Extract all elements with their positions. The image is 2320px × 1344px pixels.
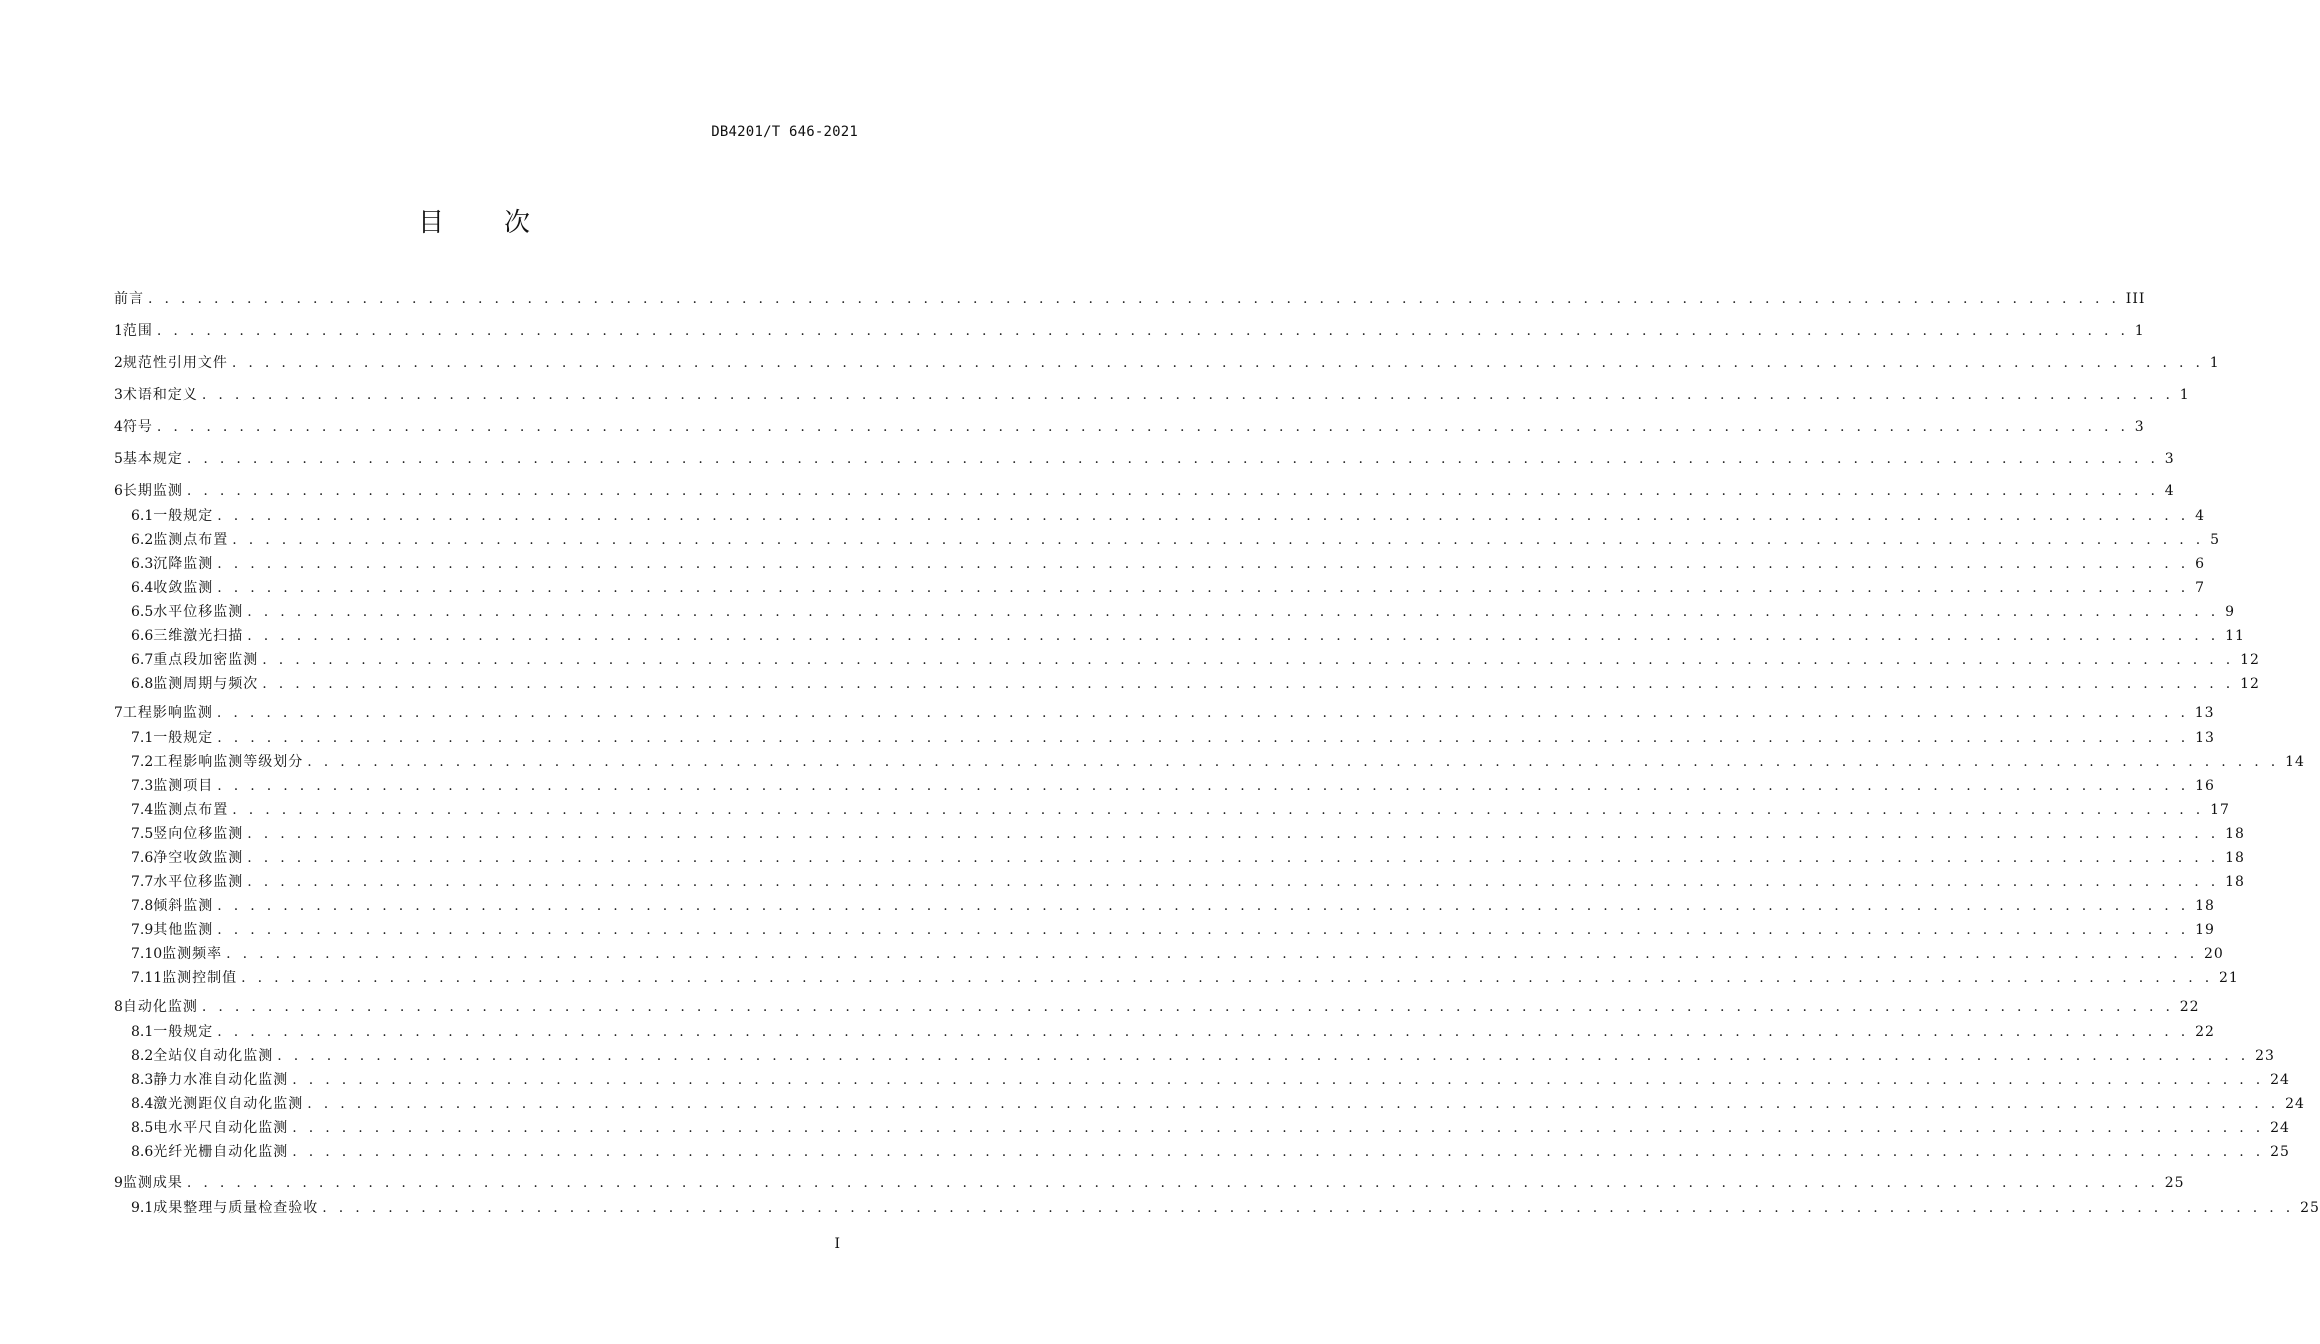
toc-entry[interactable] — [114, 505, 2205, 527]
toc-entry[interactable] — [114, 553, 2205, 575]
toc-entry-number: 6.2 — [131, 532, 154, 548]
toc-dot-leader: . . . . . . . . . . . . . . . . . . . . . . . . . . . . . . . . . . . . . . . . . . . . . . . . . . . . . . . . . . . . . . . . . . . . . . . . . . . . . . . . . . . . . . . . . . . . . . . . . . . . . . . . . . . . . . . . . . . . . . . . — [262, 652, 2235, 668]
toc-entry-page: III — [2125, 291, 2146, 307]
toc-dot-leader: . . . . . . . . . . . . . . . . . . . . . . . . . . . . . . . . . . . . . . . . . . . . . . . . . . . . . . . . . . . . . . . . . . . . . . . . . . . . . . . . . . . . . . . . . . . . . . . . . . . . . . . . . . . . . . . . . . . . . . . . — [217, 778, 2190, 794]
title-char-right: 次 — [504, 208, 533, 238]
toc-dot-leader: . . . . . . . . . . . . . . . . . . . . . . . . . . . . . . . . . . . . . . . . . . . . . . . . . . . . . . . . . . . . . . . . . . . . . . . . . . . . . . . . . . . . . . . . . . . . . . . . . . . . . . . . . . . . . . . . . . . . . . . . — [232, 532, 2205, 548]
toc-entry-number: 8.6 — [131, 1144, 154, 1160]
toc-entry-page: 13 — [2195, 730, 2215, 746]
toc-entry[interactable] — [114, 1172, 2185, 1194]
toc-entry-number: 8.4 — [131, 1096, 154, 1112]
toc-entry-page: 6 — [2195, 556, 2205, 572]
toc-entry-title: 其他监测 — [153, 922, 214, 938]
toc-entry-title: 倾斜监测 — [153, 898, 214, 914]
toc-entry-number: 7.5 — [131, 826, 154, 842]
toc-entry-page: 25 — [2270, 1144, 2290, 1160]
toc-entry-number: 6.4 — [131, 580, 154, 596]
toc-dot-leader: . . . . . . . . . . . . . . . . . . . . . . . . . . . . . . . . . . . . . . . . . . . . . . . . . . . . . . . . . . . . . . . . . . . . . . . . . . . . . . . . . . . . . . . . . . . . . . . . . . . . . . . . . . . . . . . . . . . . . . . . — [307, 1096, 2280, 1112]
toc-entry-number: 6.7 — [131, 652, 154, 668]
toc-entry[interactable] — [114, 320, 2145, 342]
toc-entry-page: 11 — [2225, 628, 2245, 644]
toc-entry[interactable] — [114, 702, 2215, 724]
toc-entry-number: 8.5 — [131, 1120, 154, 1136]
toc-entry-title: 监测点布置 — [153, 802, 229, 818]
toc-entry-page: 4 — [2164, 483, 2175, 499]
toc-entry[interactable] — [114, 967, 2239, 989]
toc-entry-title: 规范性引用文件 — [122, 355, 228, 371]
toc-entry-page: 16 — [2195, 778, 2215, 794]
toc-entry-page: 24 — [2285, 1096, 2305, 1112]
toc-entry-number: 7.11 — [131, 970, 163, 986]
toc-entry-title: 收敛监测 — [153, 580, 214, 596]
toc-entry-number: 8 — [114, 999, 123, 1015]
toc-dot-leader: . . . . . . . . . . . . . . . . . . . . . . . . . . . . . . . . . . . . . . . . . . . . . . . . . . . . . . . . . . . . . . . . . . . . . . . . . . . . . . . . . . . . . . . . . . . . . . . . . . . . . . . . . . . . . . . . . . . . . . . . — [231, 355, 2204, 371]
toc-entry-title: 监测成果 — [122, 1175, 183, 1191]
toc-entry-page: 9 — [2225, 604, 2235, 620]
toc-entry[interactable] — [114, 1093, 2305, 1115]
toc-entry-title: 三维激光扫描 — [153, 628, 244, 644]
toc-entry-title: 工程影响监测 — [122, 705, 213, 721]
toc-dot-leader: . . . . . . . . . . . . . . . . . . . . . . . . . . . . . . . . . . . . . . . . . . . . . . . . . . . . . . . . . . . . . . . . . . . . . . . . . . . . . . . . . . . . . . . . . . . . . . . . . . . . . . . . . . . . . . . . . . . . . . . . — [226, 946, 2198, 962]
toc-entry-title: 监测点布置 — [153, 532, 229, 548]
toc-dot-leader: . . . . . . . . . . . . . . . . . . . . . . . . . . . . . . . . . . . . . . . . . . . . . . . . . . . . . . . . . . . . . . . . . . . . . . . . . . . . . . . . . . . . . . . . . . . . . . . . . . . . . . . . . . . . . . . . . . . . . . . . — [186, 1175, 2159, 1191]
toc-entry-page: 21 — [2218, 970, 2239, 986]
toc-dot-leader: . . . . . . . . . . . . . . . . . . . . . . . . . . . . . . . . . . . . . . . . . . . . . . . . . . . . . . . . . . . . . . . . . . . . . . . . . . . . . . . . . . . . . . . . . . . . . . . . . . . . . . . . . . . . . . . . . . . . . . . . — [216, 705, 2189, 721]
toc-entry-page: 18 — [2195, 898, 2215, 914]
toc-entry[interactable] — [114, 529, 2220, 551]
page-number: I — [834, 1236, 840, 1252]
toc-entry-page: 13 — [2194, 705, 2215, 721]
toc-entry[interactable] — [114, 480, 2175, 502]
toc-dot-leader: . . . . . . . . . . . . . . . . . . . . . . . . . . . . . . . . . . . . . . . . . . . . . . . . . . . . . . . . . . . . . . . . . . . . . . . . . . . . . . . . . . . . . . . . . . . . . . . . . . . . . . . . . . . . . . . . . . . . . . . . — [322, 1200, 2295, 1216]
toc-entry-title: 工程影响监测等级划分 — [153, 754, 304, 770]
toc-dot-leader: . . . . . . . . . . . . . . . . . . . . . . . . . . . . . . . . . . . . . . . . . . . . . . . . . . . . . . . . . . . . . . . . . . . . . . . . . . . . . . . . . . . . . . . . . . . . . . . . . . . . . . . . . . . . . . . . . . . . . . . . — [217, 922, 2190, 938]
toc-entry-number: 7.3 — [131, 778, 154, 794]
toc-entry[interactable] — [114, 1117, 2290, 1139]
toc-entry-number: 7.6 — [131, 850, 154, 866]
toc-entry-title: 监测周期与频次 — [153, 676, 259, 692]
toc-entry-page: 17 — [2210, 802, 2230, 818]
toc-entry-page: 20 — [2203, 946, 2224, 962]
toc-entry-page: 24 — [2270, 1120, 2290, 1136]
toc-entry[interactable] — [114, 847, 2245, 869]
toc-entry[interactable] — [114, 352, 2220, 374]
toc-dot-leader: . . . . . . . . . . . . . . . . . . . . . . . . . . . . . . . . . . . . . . . . . . . . . . . . . . . . . . . . . . . . . . . . . . . . . . . . . . . . . . . . . . . . . . . . . . . . . . . . . . . . . . . . . . . . . . . . . . . . . . . . — [217, 508, 2190, 524]
toc-entry-page: 1 — [2209, 355, 2220, 371]
toc-entry-number: 7.10 — [131, 946, 163, 962]
toc-entry-number: 6.8 — [131, 676, 154, 692]
toc-entry-number: 7.9 — [131, 922, 154, 938]
toc-dot-leader: . . . . . . . . . . . . . . . . . . . . . . . . . . . . . . . . . . . . . . . . . . . . . . . . . . . . . . . . . . . . . . . . . . . . . . . . . . . . . . . . . . . . . . . . . . . . . . . . . . . . . . . . . . . . . . . . . . . . . . . . — [232, 802, 2205, 818]
toc-entry[interactable] — [114, 601, 2235, 623]
toc-entry-title: 光纤光栅自动化监测 — [153, 1144, 289, 1160]
toc-entry-page: 23 — [2255, 1048, 2275, 1064]
toc-entry[interactable] — [114, 625, 2245, 647]
toc-entry-number: 9 — [114, 1175, 123, 1191]
toc-entry-title: 监测控制值 — [162, 970, 238, 986]
toc-entry[interactable] — [114, 416, 2145, 438]
toc-entry-number: 9.1 — [131, 1200, 154, 1216]
toc-entry-number: 8.3 — [131, 1072, 154, 1088]
toc-entry-title: 水平位移监测 — [153, 874, 244, 890]
toc-dot-leader: . . . . . . . . . . . . . . . . . . . . . . . . . . . . . . . . . . . . . . . . . . . . . . . . . . . . . . . . . . . . . . . . . . . . . . . . . . . . . . . . . . . . . . . . . . . . . . . . . . . . . . . . . . . . . . . . . . . . . . . . — [247, 874, 2220, 890]
toc-entry-number: 7.7 — [131, 874, 154, 890]
toc-entry-page: 25 — [2300, 1200, 2320, 1216]
toc-entry-number: 6.6 — [131, 628, 154, 644]
toc-entry-page: 19 — [2195, 922, 2215, 938]
toc-entry-title: 竖向位移监测 — [153, 826, 244, 842]
toc-entry[interactable] — [114, 943, 2224, 965]
toc-entry-page: 14 — [2285, 754, 2305, 770]
toc-dot-leader: . . . . . . . . . . . . . . . . . . . . . . . . . . . . . . . . . . . . . . . . . . . . . . . . . . . . . . . . . . . . . . . . . . . . . . . . . . . . . . . . . . . . . . . . . . . . . . . . . . . . . . . . . . . . . . . . . . . . . . . . — [292, 1120, 2265, 1136]
toc-entry-title: 水平位移监测 — [153, 604, 244, 620]
toc-entry-number: 2 — [114, 355, 123, 371]
toc-entry-title: 净空收敛监测 — [153, 850, 244, 866]
toc-entry-number: 6 — [114, 483, 123, 499]
toc-entry[interactable] — [114, 1021, 2215, 1043]
toc-entry[interactable] — [114, 1045, 2275, 1067]
toc-dot-leader: . . . . . . . . . . . . . . . . . . . . . . . . . . . . . . . . . . . . . . . . . . . . . . . . . . . . . . . . . . . . . . . . . . . . . . . . . . . . . . . . . . . . . . . . . . . . . . . . . . . . . . . . . . . . . . . . . . . . . . . . — [201, 999, 2174, 1015]
toc-entry-number: 6.5 — [131, 604, 154, 620]
toc-entry[interactable] — [114, 288, 2146, 310]
toc-dot-leader: . . . . . . . . . . . . . . . . . . . . . . . . . . . . . . . . . . . . . . . . . . . . . . . . . . . . . . . . . . . . . . . . . . . . . . . . . . . . . . . . . . . . . . . . . . . . . . . . . . . . . . . . . . . . . . . . . . . . . . . . — [201, 387, 2174, 403]
toc-entry-page: 4 — [2195, 508, 2205, 524]
toc-entry-number: 7.8 — [131, 898, 154, 914]
toc-entry-number: 7.2 — [131, 754, 154, 770]
toc-entry-number: 7 — [114, 705, 123, 721]
toc-entry-title: 电水平尺自动化监测 — [153, 1120, 289, 1136]
toc-entry[interactable] — [114, 727, 2215, 749]
toc-entry[interactable] — [114, 871, 2245, 893]
toc-entry-title: 监测频率 — [162, 946, 223, 962]
toc-entry-page: 22 — [2195, 1024, 2215, 1040]
toc-entry-page: 18 — [2225, 826, 2245, 842]
toc-entry-number: 8.1 — [131, 1024, 154, 1040]
toc-entry-title: 长期监测 — [122, 483, 183, 499]
toc-entry-number: 8.2 — [131, 1048, 154, 1064]
toc-entry[interactable] — [114, 919, 2215, 941]
toc-entry-page: 3 — [2134, 419, 2145, 435]
toc-entry-page: 24 — [2270, 1072, 2290, 1088]
toc-entry[interactable] — [114, 649, 2260, 671]
toc-entry-title: 一般规定 — [153, 730, 214, 746]
toc-entry[interactable] — [114, 996, 2200, 1018]
toc-dot-leader: . . . . . . . . . . . . . . . . . . . . . . . . . . . . . . . . . . . . . . . . . . . . . . . . . . . . . . . . . . . . . . . . . . . . . . . . . . . . . . . . . . . . . . . . . . . . . . . . . . . . . . . . . . . . . . . . . . . . . . . . — [307, 754, 2280, 770]
toc-entry-page: 18 — [2225, 850, 2245, 866]
toc-dot-leader: . . . . . . . . . . . . . . . . . . . . . . . . . . . . . . . . . . . . . . . . . . . . . . . . . . . . . . . . . . . . . . . . . . . . . . . . . . . . . . . . . . . . . . . . . . . . . . . . . . . . . . . . . . . . . . . . . . . . . . . . — [247, 628, 2220, 644]
toc-dot-leader: . . . . . . . . . . . . . . . . . . . . . . . . . . . . . . . . . . . . . . . . . . . . . . . . . . . . . . . . . . . . . . . . . . . . . . . . . . . . . . . . . . . . . . . . . . . . . . . . . . . . . . . . . . . . . . . . . . . . . . . . — [186, 451, 2159, 467]
toc-dot-leader: . . . . . . . . . . . . . . . . . . . . . . . . . . . . . . . . . . . . . . . . . . . . . . . . . . . . . . . . . . . . . . . . . . . . . . . . . . . . . . . . . . . . . . . . . . . . . . . . . . . . . . . . . . . . . . . . . . . . . . . . — [277, 1048, 2250, 1064]
toc-entry[interactable] — [114, 577, 2205, 599]
toc-entry-title: 一般规定 — [153, 1024, 214, 1040]
toc-entry[interactable] — [114, 799, 2230, 821]
toc-entry-page: 12 — [2240, 652, 2260, 668]
toc-entry-number: 4 — [114, 419, 123, 435]
toc-entry-page: 5 — [2210, 532, 2220, 548]
page-title — [0, 202, 950, 239]
toc-dot-leader: . . . . . . . . . . . . . . . . . . . . . . . . . . . . . . . . . . . . . . . . . . . . . . . . . . . . . . . . . . . . . . . . . . . . . . . . . . . . . . . . . . . . . . . . . . . . . . . . . . . . . . . . . . . . . . . . . . . . . . . . — [292, 1144, 2265, 1160]
toc-entry-title: 自动化监测 — [122, 999, 198, 1015]
toc-entry-title: 范围 — [122, 323, 153, 339]
toc-entry-title: 一般规定 — [153, 508, 214, 524]
toc-dot-leader: . . . . . . . . . . . . . . . . . . . . . . . . . . . . . . . . . . . . . . . . . . . . . . . . . . . . . . . . . . . . . . . . . . . . . . . . . . . . . . . . . . . . . . . . . . . . . . . . . . . . . . . . . . . . . . . . . . . . . . . . — [241, 970, 2213, 986]
toc-dot-leader: . . . . . . . . . . . . . . . . . . . . . . . . . . . . . . . . . . . . . . . . . . . . . . . . . . . . . . . . . . . . . . . . . . . . . . . . . . . . . . . . . . . . . . . . . . . . . . . . . . . . . . . . . . . . . . . . . . . . . . . . — [262, 676, 2235, 692]
toc-entry-title: 基本规定 — [122, 451, 183, 467]
toc-dot-leader: . . . . . . . . . . . . . . . . . . . . . . . . . . . . . . . . . . . . . . . . . . . . . . . . . . . . . . . . . . . . . . . . . . . . . . . . . . . . . . . . . . . . . . . . . . . . . . . . . . . . . . . . . . . . . . . . . . . . . . . . — [217, 1024, 2190, 1040]
toc-entry-number: 7.4 — [131, 802, 154, 818]
toc-entry-title: 前言 — [114, 291, 144, 307]
toc-entry[interactable] — [114, 775, 2215, 797]
toc-dot-leader: . . . . . . . . . . . . . . . . . . . . . . . . . . . . . . . . . . . . . . . . . . . . . . . . . . . . . . . . . . . . . . . . . . . . . . . . . . . . . . . . . . . . . . . . . . . . . . . . . . . . . . . . . . . . . . . . . . . . . . . . — [247, 604, 2220, 620]
toc-entry-number: 5 — [114, 451, 123, 467]
toc-entry[interactable] — [114, 448, 2175, 470]
toc-entry[interactable] — [114, 1197, 2320, 1219]
toc-entry-title: 静力水准自动化监测 — [153, 1072, 289, 1088]
toc-entry-page: 1 — [2179, 387, 2190, 403]
toc-entry-title: 沉降监测 — [153, 556, 214, 572]
toc-dot-leader: . . . . . . . . . . . . . . . . . . . . . . . . . . . . . . . . . . . . . . . . . . . . . . . . . . . . . . . . . . . . . . . . . . . . . . . . . . . . . . . . . . . . . . . . . . . . . . . . . . . . . . . . . . . . . . . . . . . . . . . . — [247, 826, 2220, 842]
toc-entry-title: 重点段加密监测 — [153, 652, 259, 668]
toc-entry-number: 6.3 — [131, 556, 154, 572]
toc-dot-leader: . . . . . . . . . . . . . . . . . . . . . . . . . . . . . . . . . . . . . . . . . . . . . . . . . . . . . . . . . . . . . . . . . . . . . . . . . . . . . . . . . . . . . . . . . . . . . . . . . . . . . . . . . . . . . . . . . . . . . . . . — [148, 291, 2120, 307]
toc-entry-title: 术语和定义 — [122, 387, 198, 403]
document-code: DB4201/T 646-2021 — [711, 124, 858, 140]
toc-entry-page: 1 — [2134, 323, 2145, 339]
title-char-left: 目 — [417, 208, 446, 238]
toc-entry-number: 7.1 — [131, 730, 154, 746]
toc-dot-leader: . . . . . . . . . . . . . . . . . . . . . . . . . . . . . . . . . . . . . . . . . . . . . . . . . . . . . . . . . . . . . . . . . . . . . . . . . . . . . . . . . . . . . . . . . . . . . . . . . . . . . . . . . . . . . . . . . . . . . . . . — [217, 730, 2190, 746]
toc-dot-leader: . . . . . . . . . . . . . . . . . . . . . . . . . . . . . . . . . . . . . . . . . . . . . . . . . . . . . . . . . . . . . . . . . . . . . . . . . . . . . . . . . . . . . . . . . . . . . . . . . . . . . . . . . . . . . . . . . . . . . . . . — [156, 323, 2129, 339]
toc-dot-leader: . . . . . . . . . . . . . . . . . . . . . . . . . . . . . . . . . . . . . . . . . . . . . . . . . . . . . . . . . . . . . . . . . . . . . . . . . . . . . . . . . . . . . . . . . . . . . . . . . . . . . . . . . . . . . . . . . . . . . . . . — [186, 483, 2159, 499]
toc-entry-number: 6.1 — [131, 508, 154, 524]
toc-entry-page: 7 — [2195, 580, 2205, 596]
toc-entry-page: 18 — [2225, 874, 2245, 890]
toc-entry-page: 3 — [2164, 451, 2175, 467]
toc-entry[interactable] — [114, 895, 2215, 917]
toc-entry[interactable] — [114, 384, 2190, 406]
toc-dot-leader: . . . . . . . . . . . . . . . . . . . . . . . . . . . . . . . . . . . . . . . . . . . . . . . . . . . . . . . . . . . . . . . . . . . . . . . . . . . . . . . . . . . . . . . . . . . . . . . . . . . . . . . . . . . . . . . . . . . . . . . . — [292, 1072, 2265, 1088]
toc-entry-page: 22 — [2179, 999, 2200, 1015]
toc-entry-number: 3 — [114, 387, 123, 403]
toc-entry-title: 成果整理与质量检查验收 — [153, 1200, 319, 1216]
toc-dot-leader: . . . . . . . . . . . . . . . . . . . . . . . . . . . . . . . . . . . . . . . . . . . . . . . . . . . . . . . . . . . . . . . . . . . . . . . . . . . . . . . . . . . . . . . . . . . . . . . . . . . . . . . . . . . . . . . . . . . . . . . . — [217, 580, 2190, 596]
toc-dot-leader: . . . . . . . . . . . . . . . . . . . . . . . . . . . . . . . . . . . . . . . . . . . . . . . . . . . . . . . . . . . . . . . . . . . . . . . . . . . . . . . . . . . . . . . . . . . . . . . . . . . . . . . . . . . . . . . . . . . . . . . . — [247, 850, 2220, 866]
toc-dot-leader: . . . . . . . . . . . . . . . . . . . . . . . . . . . . . . . . . . . . . . . . . . . . . . . . . . . . . . . . . . . . . . . . . . . . . . . . . . . . . . . . . . . . . . . . . . . . . . . . . . . . . . . . . . . . . . . . . . . . . . . . — [156, 419, 2129, 435]
toc-entry-title: 符号 — [122, 419, 153, 435]
toc-entry-number: 1 — [114, 323, 123, 339]
toc-entry[interactable] — [114, 1069, 2290, 1091]
toc-entry[interactable] — [114, 823, 2245, 845]
toc-entry-page: 12 — [2240, 676, 2260, 692]
toc-entry-page: 25 — [2164, 1175, 2185, 1191]
toc-entry-title: 监测项目 — [153, 778, 214, 794]
toc-entry[interactable] — [114, 673, 2260, 695]
toc-dot-leader: . . . . . . . . . . . . . . . . . . . . . . . . . . . . . . . . . . . . . . . . . . . . . . . . . . . . . . . . . . . . . . . . . . . . . . . . . . . . . . . . . . . . . . . . . . . . . . . . . . . . . . . . . . . . . . . . . . . . . . . . — [217, 556, 2190, 572]
toc-entry[interactable] — [114, 1141, 2290, 1163]
toc-entry-title: 激光测距仪自动化监测 — [153, 1096, 304, 1112]
toc-entry[interactable] — [114, 751, 2305, 773]
toc-entry-title: 全站仪自动化监测 — [153, 1048, 274, 1064]
toc-dot-leader: . . . . . . . . . . . . . . . . . . . . . . . . . . . . . . . . . . . . . . . . . . . . . . . . . . . . . . . . . . . . . . . . . . . . . . . . . . . . . . . . . . . . . . . . . . . . . . . . . . . . . . . . . . . . . . . . . . . . . . . . — [217, 898, 2190, 914]
